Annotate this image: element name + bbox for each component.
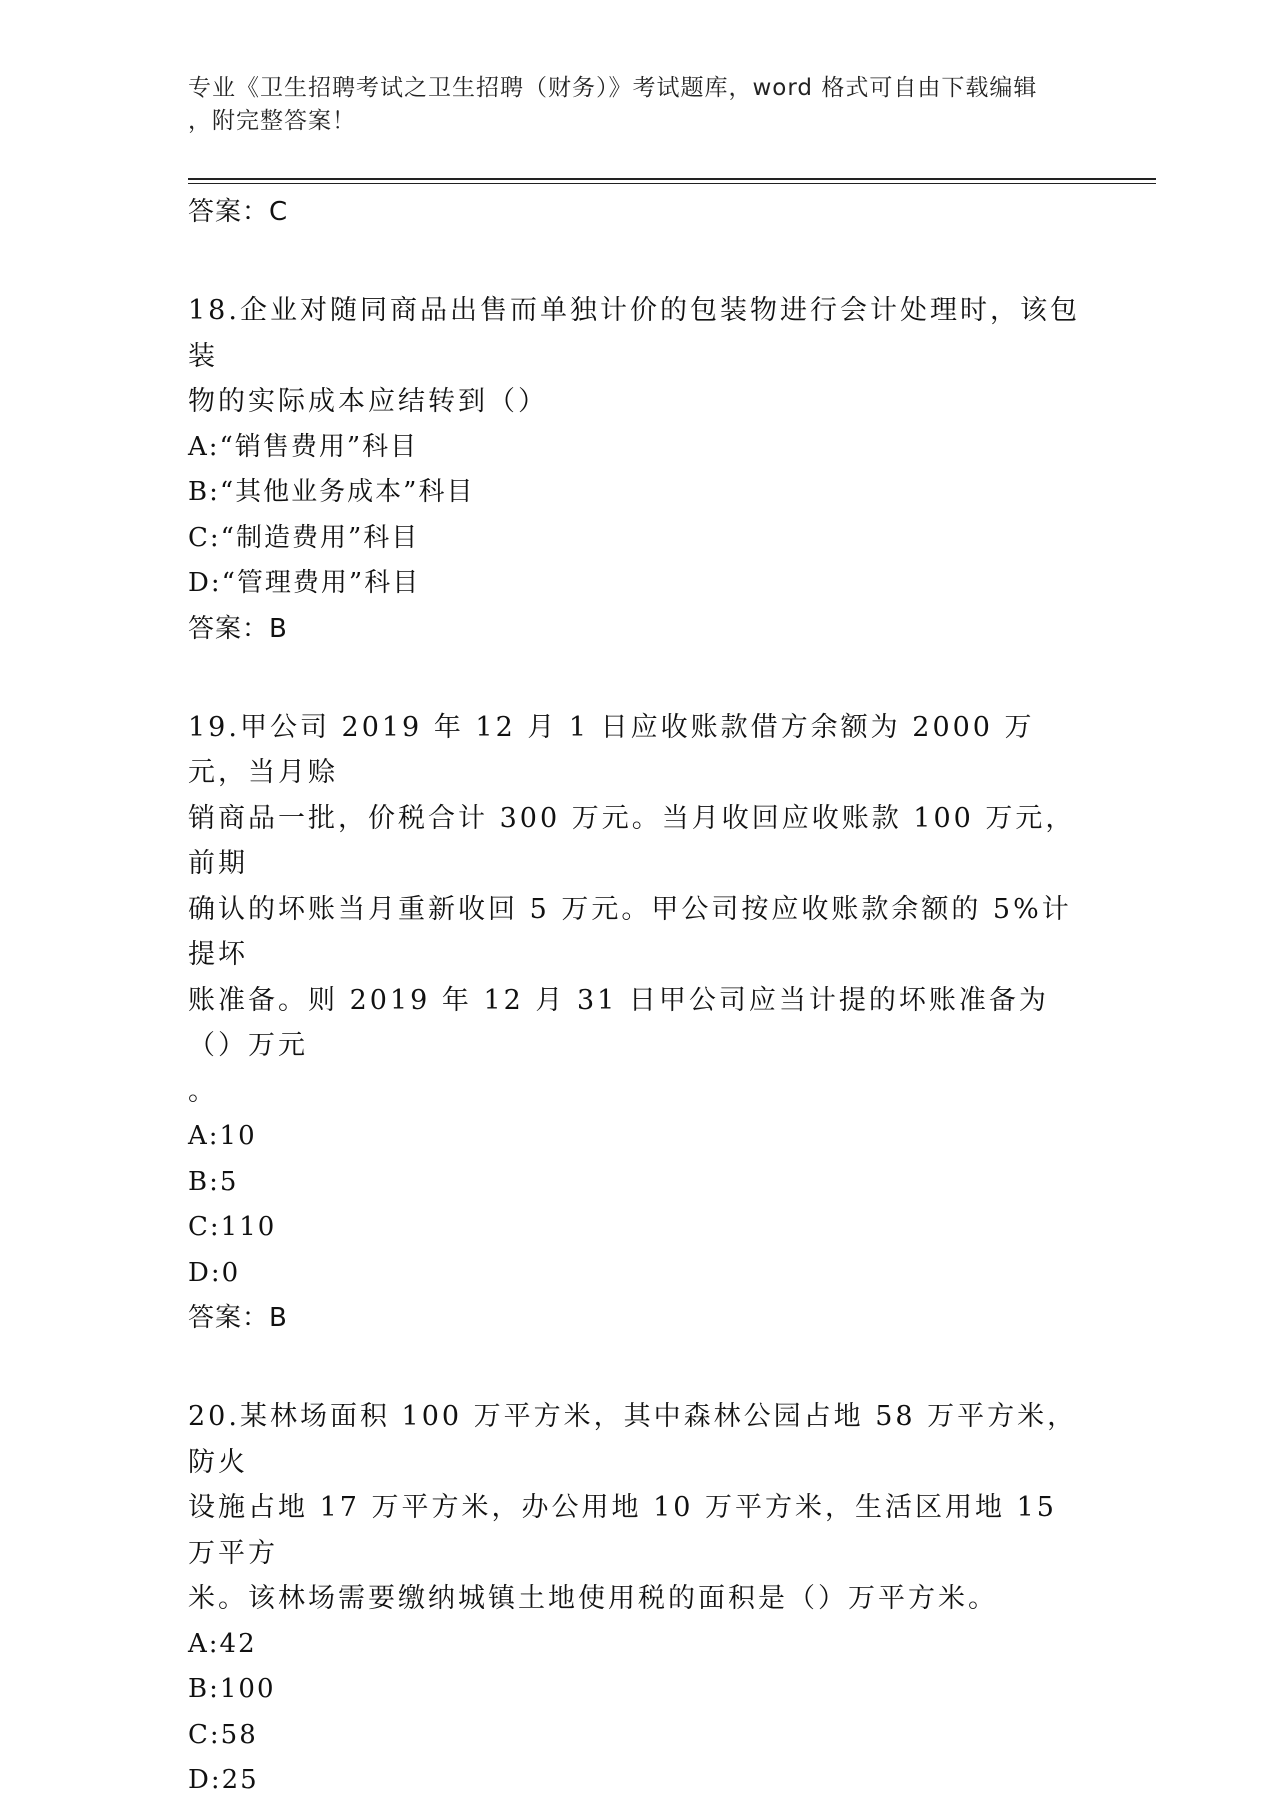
option-b: B:5: [188, 1166, 239, 1197]
question-18: [188, 288, 1088, 651]
option-d: D:0: [188, 1257, 241, 1288]
option-d: D:“管理费用”科目: [188, 568, 421, 598]
option-a: A:10: [188, 1121, 257, 1151]
option-c: C:58: [188, 1719, 258, 1750]
question-text-line: 18.企业对随同商品出售而单独计价的包装物进行会计处理时，该包装: [188, 295, 1080, 372]
answer-previous-question: 答案：C: [188, 197, 289, 227]
option-b: B:100: [188, 1674, 276, 1704]
document-body: [188, 190, 1088, 1804]
option-a: A:“销售费用”科目: [188, 431, 419, 462]
option-c: C:“制造费用”科目: [188, 522, 420, 553]
question-text-line: 设施占地 17 万平方米，办公用地 10 万平方米，生活区用地 15 万平方: [188, 1492, 1057, 1569]
option-c: C:110: [188, 1212, 277, 1242]
question-text-line: 确认的坏账当月重新收回 5 万元。甲公司按应收账款余额的 5%计提坏: [188, 893, 1072, 970]
question-text-line: 物的实际成本应结转到（）: [188, 386, 548, 417]
header-divider-thin: [188, 183, 1156, 184]
question-text-line: 20.某林场面积 100 万平方米，其中森林公园占地 58 万平方米，防火: [188, 1401, 1078, 1478]
document-header: [188, 72, 1078, 138]
header-divider-thick: [188, 178, 1156, 180]
question-text-line: 米。该林场需要缴纳城镇土地使用税的面积是（）万平方米。: [188, 1583, 998, 1614]
question-text-line: 19.甲公司 2019 年 12 月 1 日应收账款借方余额为 2000 万元，当月赊: [188, 711, 1035, 788]
question-text-line: 。: [188, 1075, 218, 1107]
question-text-line: 销商品一批，价税合计 300 万元。当月收回应收账款 100 万元，前期: [188, 802, 1076, 879]
option-a: A:42: [188, 1628, 257, 1659]
question-text-line: 账准备。则 2019 年 12 月 31 日甲公司应当计提的坏账准备为（）万元: [188, 984, 1049, 1061]
answer-question-18: 答案：B: [188, 613, 288, 644]
header-line-2: ，附完整答案！: [188, 108, 356, 134]
question-20: [188, 1394, 1088, 1804]
question-19: [188, 705, 1088, 1341]
option-d: D:25: [188, 1765, 259, 1795]
option-b: B:“其他业务成本”科目: [188, 477, 475, 507]
answer-question-19: 答案：B: [188, 1303, 288, 1333]
header-line-1: 专业《卫生招聘考试之卫生招聘（财务）》考试题库，word 格式可自由下载编辑: [188, 75, 1038, 101]
